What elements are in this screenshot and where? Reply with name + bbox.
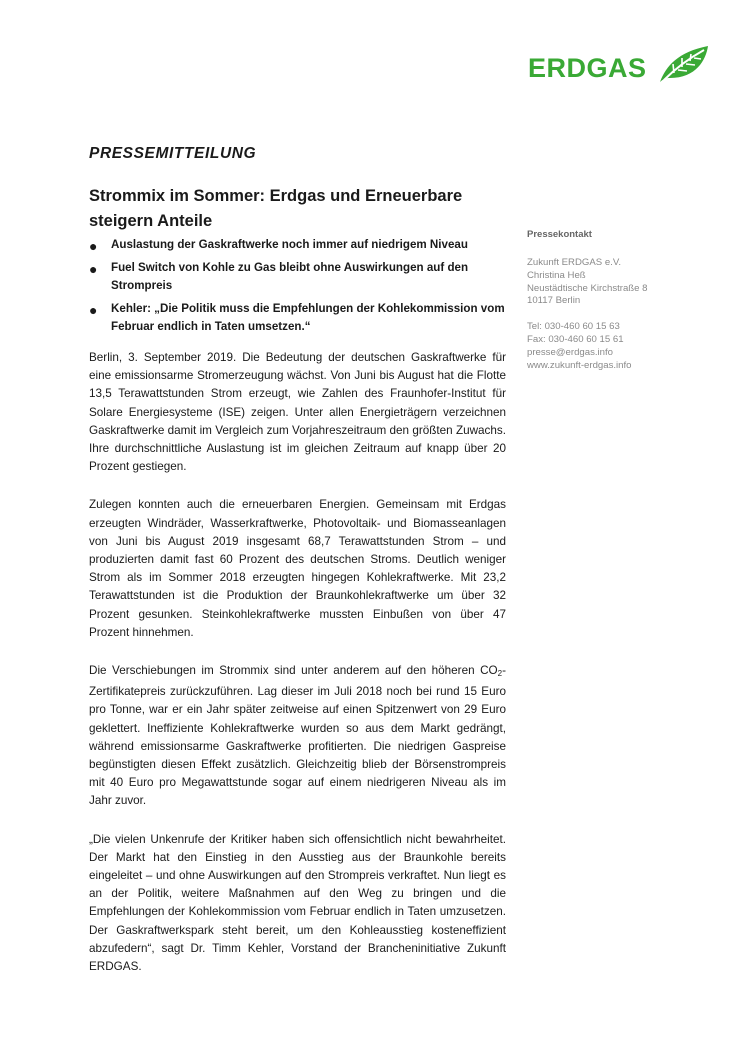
bullet-item: ● Auslastung der Gaskraftwerke noch immer auf niedrigem Niveau bbox=[89, 238, 468, 254]
body-text bbox=[89, 349, 506, 996]
bullet-item: ● Fuel Switch von Kohle zu Gas bleibt ohne Auswirkungen auf den Strompreis bbox=[89, 261, 469, 292]
contact-tel: Tel: 030-460 60 15 63 bbox=[527, 321, 620, 333]
paragraph: Die Verschiebungen im Strommix sind unter anderem auf den höheren $CO_2$-Zertifikatepreis zurückzuführen. Lag dieser im Juli 2018 noch bei rund 15 Euro pro Tonne, war er ein Jahr später zeitweise auf einen Spitzenwert von 29 Euro geklettert. Ineffiziente Kohlekraftwerke wurden so aus dem Markt gedrängt, während emissionsarme Gaskraftwerke profitierten. Die niedrigen Gaspreise begünstigten diesen Effekt zusätzlich. Gleichzeitig blieb der Börsenstrompreis mit 40 Euro pro Megawattstunde sogar auf einem niedrigeren Niveau als im Jahr zuvor. bbox=[89, 664, 506, 808]
logo-text: ERDGAS bbox=[528, 53, 647, 83]
erdgas-logo bbox=[528, 44, 710, 88]
headline: Strommix im Sommer: Erdgas und Erneuerbare steigern Anteile bbox=[89, 187, 463, 230]
contact-org: Zukunft ERDGAS e.V. bbox=[527, 257, 622, 268]
bullet-dot-icon: ● bbox=[89, 238, 98, 254]
contact-fax: Fax: 030-460 60 15 61 bbox=[527, 333, 624, 345]
press-contact-title: Pressekontakt bbox=[527, 229, 592, 240]
contact-email[interactable]: presse@erdgas.info bbox=[527, 346, 614, 358]
paragraph: „Die vielen Unkenrufe der Kritiker haben sich offensichtlich nicht bewahrheitet. Der Markt hat den Einstieg in den Ausstieg aus der Braunkohle bereits eingeleitet – und ohne Auswirkungen auf den Strompreis verkraftet. Nun liegt es an der Politik, weitere Maßnahmen auf den Weg zu bringen und die Empfehlungen der Kohlekommission vom Februar endlich in Taten umzusetzen. Der Gaskraftwerkspark steht bereit, um den Kohleausstieg kosteneffizient abzufedern“, sagt Dr. Timm Kehler, Vorstand der Brancheninitiative Zukunft ERDGAS. bbox=[89, 832, 506, 974]
paragraph: Zulegen konnten auch die erneuerbaren Energien. Gemeinsam mit Erdgas erzeugten Windräder, Wasserkraftwerke, Photovoltaik- und Biomasseanlagen von Juni bis August 2019 insgesamt 68,7 Terawattstunden Strom – und produzierten damit fast 60 Prozent des deutschen Stroms. Deutlich weniger Strom als im Sommer 2018 erzeugten hingegen Kohlekraftwerke. Mit 23,2 Terawattstunden ist die Produktion der Braunkohlekraftwerke um über 32 Prozent gesunken. Steinkohlekraftwerke mussten Einbußen von über 47 Prozent hinnehmen. bbox=[89, 498, 506, 639]
bullet-dot-icon: ● bbox=[89, 261, 98, 277]
bullet-dot-icon: ● bbox=[89, 302, 98, 318]
paragraph: Berlin, 3. September 2019. Die Bedeutung der deutschen Gaskraftwerke für eine emissionsarme Stromerzeugung wächst. Von Juni bis August hat die Flotte 13,5 Terawattstunden Strom erzeugt, wie Zahlen des Fraunhofer-Institut für Solare Energiesysteme (ISE) zeigen. Unter allen Energieträgern verzeichnen Gaskraftwerke damit im Vergleich zum Vorjahreszeitraum den größten Zuwachs. Ihre durchschnittliche Auslastung ist im gleichen Zeitraum auf knapp über 20 Prozent gestiegen. bbox=[89, 351, 506, 474]
contact-street: Neustädtische Kirchstraße 8 bbox=[527, 282, 648, 294]
leaf-icon bbox=[656, 44, 710, 84]
bullet-list bbox=[89, 236, 509, 341]
press-contact bbox=[527, 229, 707, 372]
bullet-item: ● Kehler: „Die Politik muss die Empfehlungen der Kohlekommission vom Februar endlich in Taten umsetzen.“ bbox=[89, 302, 505, 333]
contact-name: Christina Heß bbox=[527, 269, 586, 281]
contact-website[interactable]: www.zukunft-erdgas.info bbox=[527, 359, 632, 371]
contact-city: 10117 Berlin bbox=[527, 295, 581, 307]
document-label: PRESSEMITTEILUNG bbox=[89, 145, 257, 162]
